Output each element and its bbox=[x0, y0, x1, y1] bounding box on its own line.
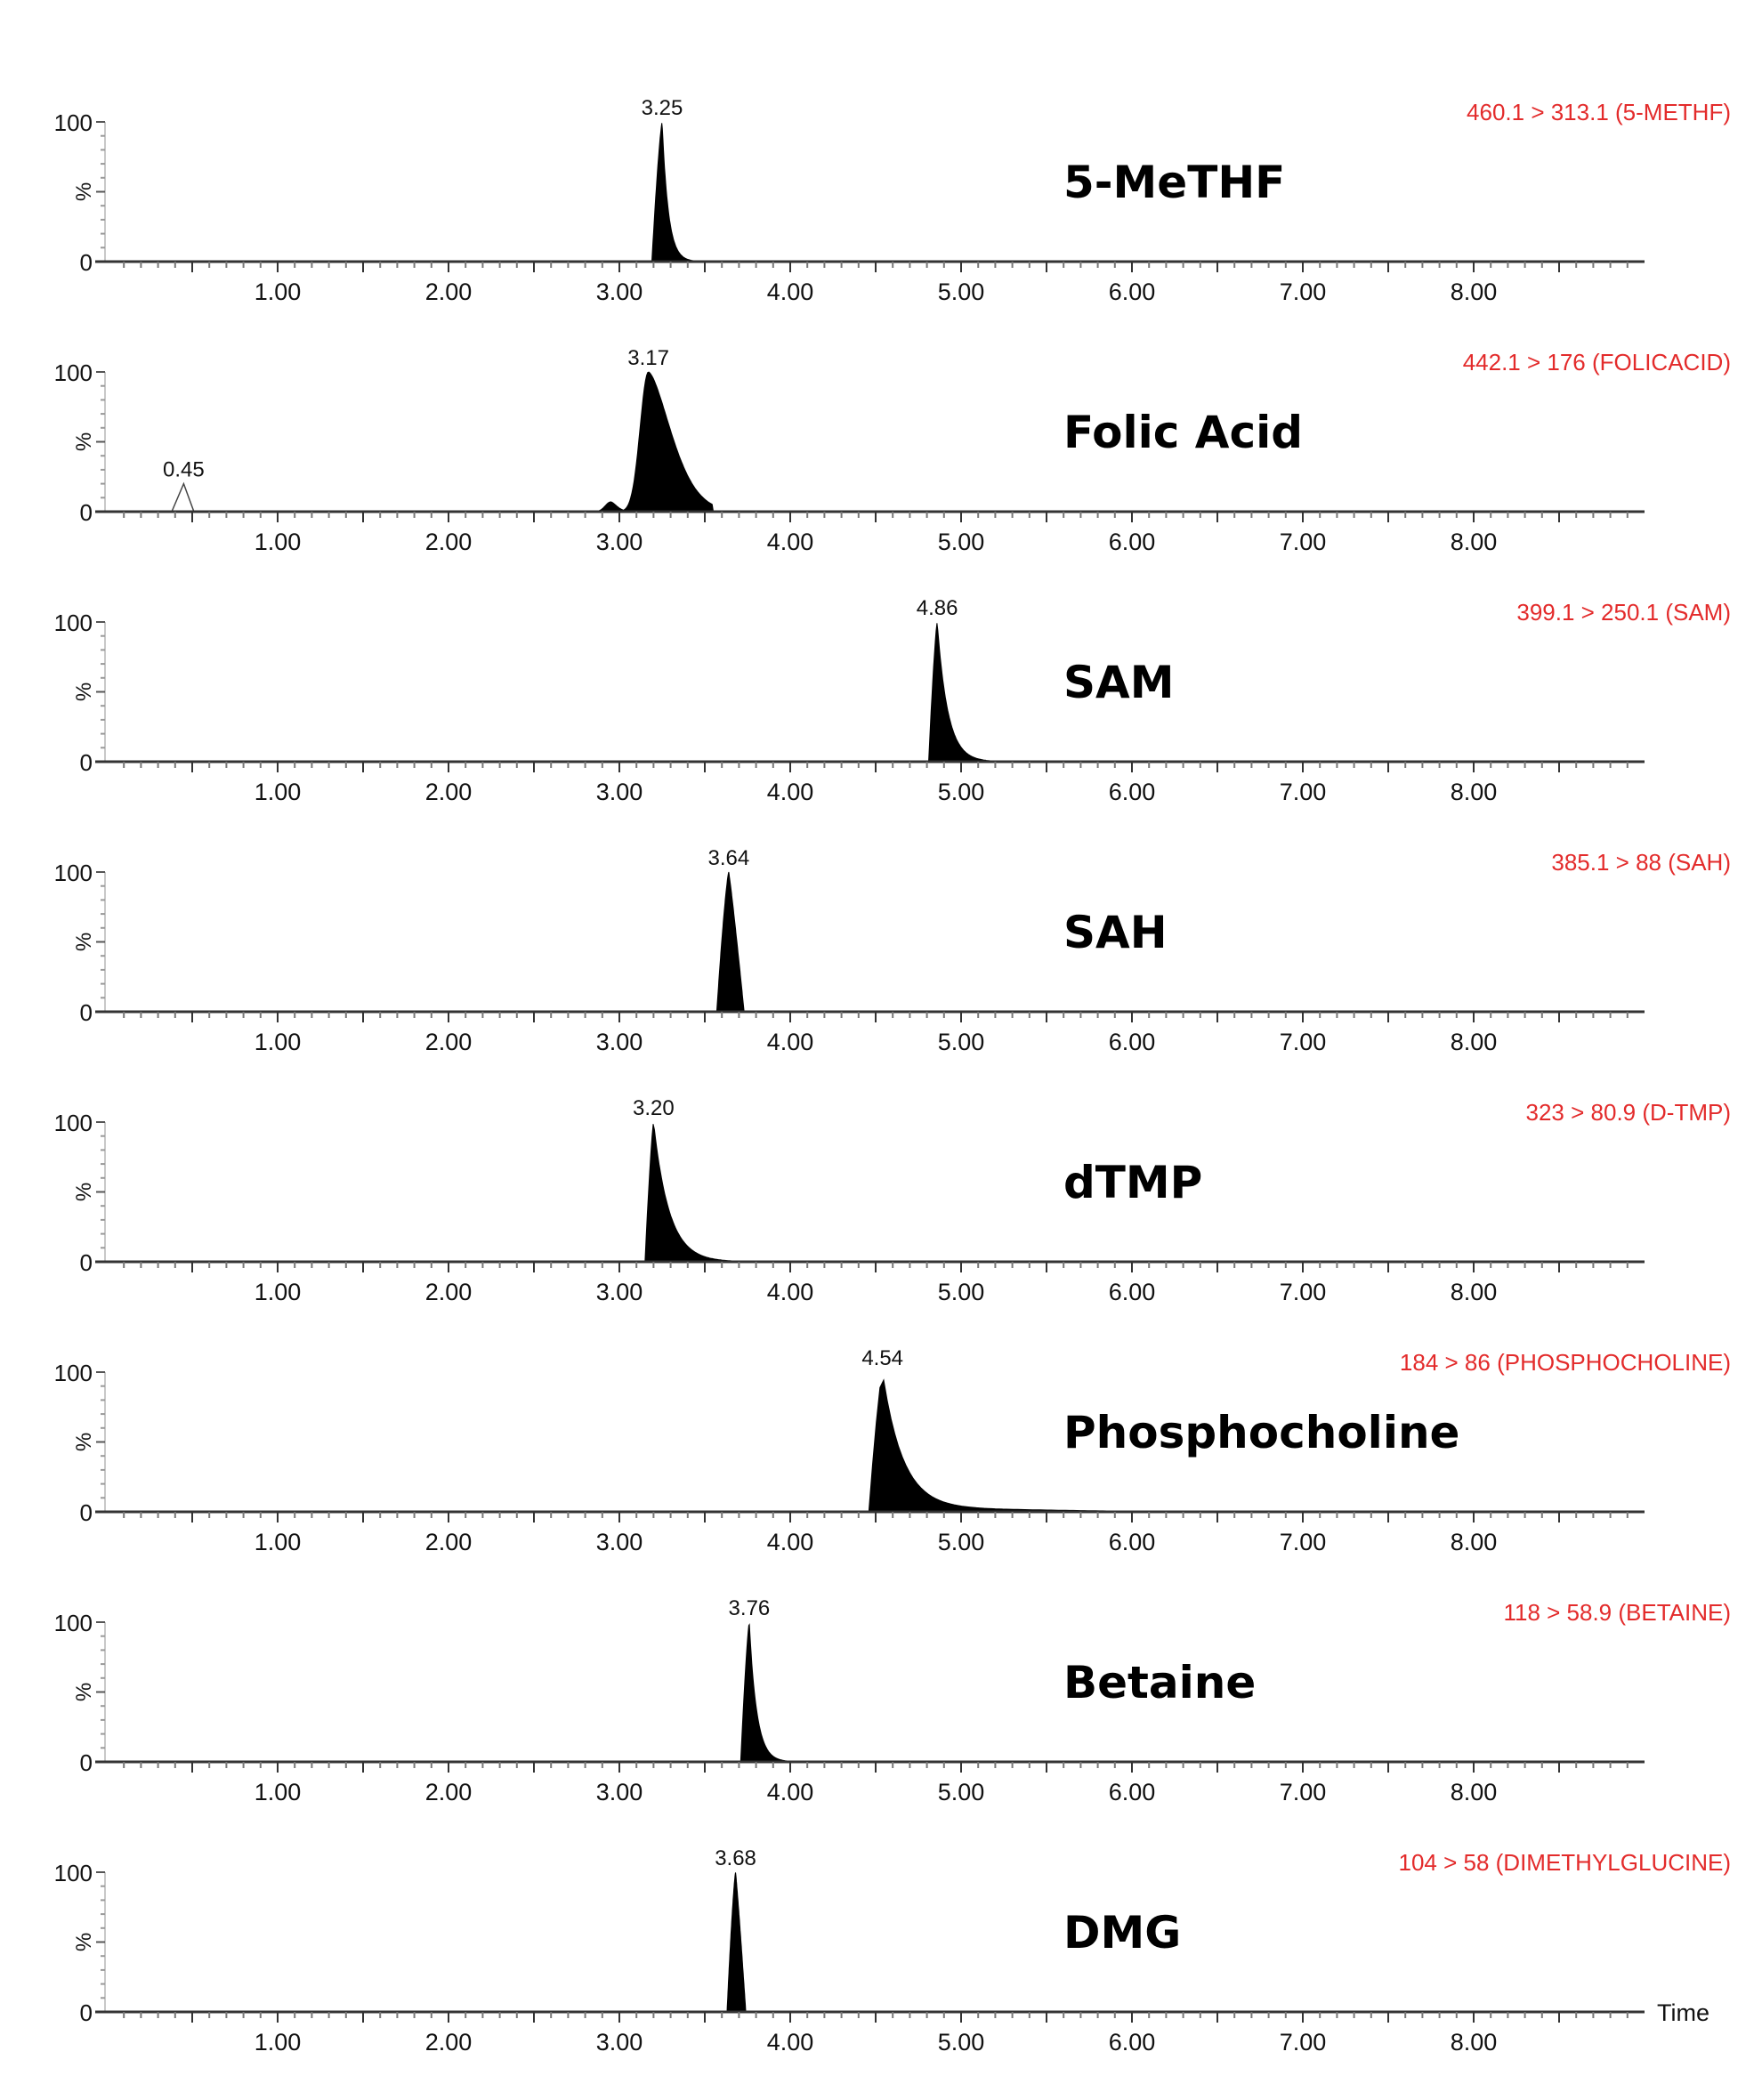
chromatogram-panel-sam bbox=[54, 596, 1731, 805]
x-tick-label: 7.00 bbox=[1279, 1029, 1327, 1055]
x-tick-label: 2.00 bbox=[424, 1779, 473, 1805]
x-tick-label: 4.00 bbox=[766, 1529, 814, 1555]
y-tick-0: 0 bbox=[79, 999, 93, 1026]
mrm-transition-label: 460.1 > 313.1 (5-METHF) bbox=[1467, 99, 1731, 125]
y-axis-label: % bbox=[72, 932, 96, 952]
x-tick-label: 3.00 bbox=[595, 1529, 643, 1555]
y-axis-label: % bbox=[72, 1432, 96, 1452]
x-tick-label: 3.00 bbox=[595, 779, 643, 805]
peak-area bbox=[623, 372, 714, 512]
peak-area bbox=[727, 1872, 746, 2012]
x-tick-label: 7.00 bbox=[1279, 1779, 1327, 1805]
y-axis-label: % bbox=[72, 682, 96, 702]
peak-area bbox=[172, 484, 194, 512]
x-tick-label: 7.00 bbox=[1279, 279, 1327, 305]
x-tick-label: 4.00 bbox=[766, 779, 814, 805]
x-tick-label: 3.00 bbox=[595, 529, 643, 555]
x-tick-label: 3.00 bbox=[595, 2029, 643, 2056]
x-axis-label: Time bbox=[1657, 1999, 1709, 2026]
x-tick-label: 6.00 bbox=[1108, 1279, 1156, 1305]
y-axis-label: % bbox=[72, 432, 96, 452]
x-tick-label: 2.00 bbox=[424, 2029, 473, 2056]
x-tick-label: 2.00 bbox=[424, 279, 473, 305]
compound-name: dTMP bbox=[1063, 1157, 1203, 1208]
peak-rt-label: 3.20 bbox=[633, 1096, 675, 1120]
y-tick-100: 100 bbox=[53, 610, 93, 636]
compound-name: Betaine bbox=[1063, 1657, 1257, 1708]
x-tick-label: 8.00 bbox=[1450, 529, 1498, 555]
y-tick-0: 0 bbox=[79, 749, 93, 776]
x-tick-label: 6.00 bbox=[1108, 1779, 1156, 1805]
mrm-transition-label: 118 > 58.9 (BETAINE) bbox=[1503, 1599, 1731, 1626]
mrm-transition-label: 184 > 86 (PHOSPHOCHOLINE) bbox=[1399, 1349, 1731, 1376]
chromatogram-panel-5-methf bbox=[54, 96, 1731, 305]
y-tick-0: 0 bbox=[79, 1249, 93, 1276]
peak-rt-label: 0.45 bbox=[163, 457, 205, 482]
y-axis-label: % bbox=[72, 1182, 96, 1202]
compound-name: Phosphocholine bbox=[1063, 1407, 1460, 1458]
x-tick-label: 1.00 bbox=[254, 1779, 302, 1805]
y-tick-100: 100 bbox=[53, 109, 93, 136]
peak-rt-label: 3.68 bbox=[715, 1846, 756, 1870]
x-tick-label: 1.00 bbox=[254, 1029, 302, 1055]
x-tick-label: 7.00 bbox=[1279, 1279, 1327, 1305]
x-tick-label: 5.00 bbox=[937, 279, 985, 305]
mrm-transition-label: 323 > 80.9 (D-TMP) bbox=[1525, 1099, 1731, 1126]
mrm-transition-label: 442.1 > 176 (FOLICACID) bbox=[1462, 349, 1731, 376]
chromatogram-panel-betaine bbox=[54, 1596, 1731, 1805]
x-tick-label: 8.00 bbox=[1450, 1029, 1498, 1055]
y-tick-0: 0 bbox=[79, 1749, 93, 1776]
x-tick-label: 7.00 bbox=[1279, 1529, 1327, 1555]
peak-area bbox=[652, 123, 697, 262]
peak-rt-label: 3.25 bbox=[641, 96, 683, 120]
y-tick-0: 0 bbox=[79, 249, 93, 276]
peak-rt-label: 3.64 bbox=[707, 846, 750, 870]
y-tick-0: 0 bbox=[79, 1999, 93, 2026]
y-axis-label: % bbox=[72, 1682, 96, 1702]
x-tick-label: 8.00 bbox=[1450, 279, 1498, 305]
x-tick-label: 4.00 bbox=[766, 279, 814, 305]
x-tick-label: 1.00 bbox=[254, 2029, 302, 2056]
x-tick-label: 4.00 bbox=[766, 529, 814, 555]
x-tick-label: 5.00 bbox=[937, 779, 985, 805]
mrm-transition-label: 104 > 58 (DIMETHYLGLUCINE) bbox=[1398, 1849, 1731, 1876]
x-tick-label: 8.00 bbox=[1450, 1779, 1498, 1805]
chromatogram-panel-dmg bbox=[54, 1846, 1731, 2056]
peak-area bbox=[645, 1124, 740, 1262]
chromatogram-panel-phosphocholine bbox=[54, 1346, 1731, 1555]
x-tick-label: 1.00 bbox=[254, 279, 302, 305]
y-tick-100: 100 bbox=[53, 1610, 93, 1636]
y-tick-100: 100 bbox=[53, 1110, 93, 1136]
x-tick-label: 2.00 bbox=[424, 779, 473, 805]
y-axis-label: % bbox=[72, 1932, 96, 1952]
x-tick-label: 6.00 bbox=[1108, 529, 1156, 555]
y-tick-0: 0 bbox=[79, 499, 93, 526]
x-tick-label: 8.00 bbox=[1450, 2029, 1498, 2056]
peak-area bbox=[594, 502, 627, 512]
x-tick-label: 6.00 bbox=[1108, 1529, 1156, 1555]
mrm-transition-label: 385.1 > 88 (SAH) bbox=[1551, 849, 1731, 876]
x-tick-label: 1.00 bbox=[254, 1279, 302, 1305]
x-tick-label: 2.00 bbox=[424, 529, 473, 555]
chromatogram-panel-folic-acid bbox=[54, 346, 1731, 555]
x-tick-label: 5.00 bbox=[937, 1279, 985, 1305]
peak-rt-label: 3.76 bbox=[728, 1596, 771, 1620]
x-tick-label: 3.00 bbox=[595, 279, 643, 305]
x-tick-label: 4.00 bbox=[766, 2029, 814, 2056]
x-tick-label: 1.00 bbox=[254, 1529, 302, 1555]
compound-name: 5-MeTHF bbox=[1063, 157, 1286, 208]
x-tick-label: 6.00 bbox=[1108, 1029, 1156, 1055]
x-tick-label: 6.00 bbox=[1108, 2029, 1156, 2056]
x-tick-label: 1.00 bbox=[254, 529, 302, 555]
x-tick-label: 1.00 bbox=[254, 779, 302, 805]
peak-area bbox=[740, 1625, 790, 1762]
x-tick-label: 7.00 bbox=[1279, 779, 1327, 805]
peak-rt-label: 3.17 bbox=[627, 346, 669, 370]
x-tick-label: 6.00 bbox=[1108, 279, 1156, 305]
x-tick-label: 4.00 bbox=[766, 1029, 814, 1055]
x-tick-label: 5.00 bbox=[937, 1029, 985, 1055]
x-tick-label: 3.00 bbox=[595, 1029, 643, 1055]
x-tick-label: 5.00 bbox=[937, 1529, 985, 1555]
x-tick-label: 8.00 bbox=[1450, 779, 1498, 805]
x-tick-label: 4.00 bbox=[766, 1279, 814, 1305]
x-tick-label: 7.00 bbox=[1279, 2029, 1327, 2056]
x-tick-label: 2.00 bbox=[424, 1529, 473, 1555]
compound-name: SAH bbox=[1063, 907, 1168, 958]
y-tick-100: 100 bbox=[53, 860, 93, 886]
peak-rt-label: 4.54 bbox=[861, 1346, 904, 1370]
x-tick-label: 6.00 bbox=[1108, 779, 1156, 805]
x-tick-label: 3.00 bbox=[595, 1279, 643, 1305]
x-tick-label: 4.00 bbox=[766, 1779, 814, 1805]
x-tick-label: 5.00 bbox=[937, 529, 985, 555]
x-tick-label: 2.00 bbox=[424, 1029, 473, 1055]
x-tick-label: 8.00 bbox=[1450, 1279, 1498, 1305]
y-tick-100: 100 bbox=[53, 1860, 93, 1886]
compound-name: DMG bbox=[1063, 1907, 1182, 1959]
chromatogram-panel-sah bbox=[54, 846, 1731, 1055]
x-tick-label: 5.00 bbox=[937, 1779, 985, 1805]
x-tick-label: 3.00 bbox=[595, 1779, 643, 1805]
x-tick-label: 7.00 bbox=[1279, 529, 1327, 555]
chromatogram-panel-dtmp bbox=[54, 1096, 1731, 1305]
peak-rt-label: 4.86 bbox=[916, 596, 958, 620]
y-tick-100: 100 bbox=[53, 1360, 93, 1386]
x-tick-label: 8.00 bbox=[1450, 1529, 1498, 1555]
y-tick-100: 100 bbox=[53, 359, 93, 386]
peak-area bbox=[716, 872, 744, 1012]
compound-name: Folic Acid bbox=[1063, 407, 1304, 458]
x-tick-label: 5.00 bbox=[937, 2029, 985, 2056]
y-tick-0: 0 bbox=[79, 1499, 93, 1526]
x-tick-label: 2.00 bbox=[424, 1279, 473, 1305]
y-axis-label: % bbox=[72, 182, 96, 202]
peak-area bbox=[929, 623, 996, 762]
mrm-transition-label: 399.1 > 250.1 (SAM) bbox=[1516, 599, 1731, 626]
compound-name: SAM bbox=[1063, 657, 1175, 708]
